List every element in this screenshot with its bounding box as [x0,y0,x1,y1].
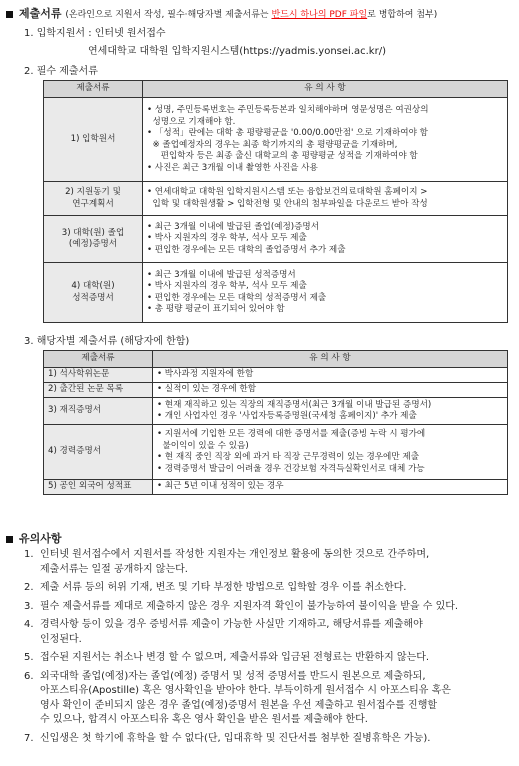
notes-cell [143,216,508,263]
doc-name-cell: 1) 석사학위논문 [44,368,153,383]
doc-name-cell: 4) 경력증명서 [44,425,153,480]
bullet-text: • 실적이 있는 경우에 한함 [157,384,257,395]
note-number: 7. [24,732,34,744]
bullet-text: • 성명, 주민등록번호는 주민등록등본과 일치해야하며 영문성명은 여권상의 [147,105,429,115]
bullet-text: • 박사 지원자의 경우 학부, 석사 모두 제출 [147,281,307,291]
table-header: 제출서류 [44,351,153,368]
notes-cell [143,182,508,216]
bullet-text: • 편입한 경우에는 모든 대학의 성적증명서 제출 [147,292,327,303]
bullet-text: • 총 평량 평균이 표기되어 있어야 함 [147,304,285,314]
item-application-form: 1. 입학지원서 : 인터넷 원서접수 [24,28,166,39]
bullet-text: • 사진은 최근 3개월 이내 촬영한 사진을 사용 [147,162,318,173]
bullet-text: • 개인 사업자인 경우 '사업자등록증명원(국세청 홈페이지)' 추가 제출 [157,411,417,421]
note-text: 영사 확인이 준비되지 않은 경우 졸업(예정)증명서 원본을 우선 제출하고 원서접수를 진행할 [40,699,438,711]
note-number: 1. [24,549,34,560]
bullet-text: • 편입한 경우에는 모든 대학의 졸업증명서 추가 제출 [147,244,346,255]
section-title-notes: 유의사항 [6,530,62,546]
table-row [44,98,508,182]
note-text: 제출서류는 일절 공개하지 않는다. [40,563,188,575]
bullet-text: 입학 및 대학원생활 > 입학전형 및 안내의 첨부파일을 다운로드 받아 작성 [147,198,428,209]
bullet-text: 편입학자 등은 최종 출신 대학교의 총 평량평균 성적을 기재하여야 함 [147,151,418,161]
note-item [24,600,458,615]
section-subtitle: (온라인으로 지원서 작성, 필수·해당자별 제출서류는 반드시 하나의 PDF 파일로 병합하여 첨부) [65,10,438,20]
notes-list [24,548,458,750]
table-row [44,480,508,495]
notes-cell [153,398,508,425]
notes-cell [143,98,508,182]
note-number: 4. [24,619,34,630]
note-number: 3. [24,600,34,612]
section-title-text: 제출서류 [19,7,62,20]
bullet-text: • 경력증명서 발급이 어려울 경우 건강보험 자격득실확인서로 대체 가능 [157,463,425,474]
bullet-text: 성명으로 기재해야 함. [147,116,236,127]
table-row [44,263,508,323]
conditional-docs-table [43,350,508,495]
item-required-docs: 2. 필수 제출서류 [24,66,98,77]
notes-cell [143,263,508,323]
item-conditional-docs: 3. 해당자별 제출서류 (해당자에 한함) [24,336,190,347]
section-title-documents [6,5,437,21]
table-header: 유 의 사 항 [153,351,508,368]
notes-cell [153,383,508,398]
doc-name-cell: 1) 입학원서 [44,98,143,182]
bullet-text: ※ 졸업예정자의 경우는 최종 학기까지의 총 평량평균을 기재하며, [147,139,398,150]
application-system-link[interactable]: 연세대학교 대학원 입학지원시스템(https://yadmis.yonsei.ac.kr/) [88,46,386,57]
note-number: 6. [24,670,34,682]
bullet-text: • 현 재직 중인 직장 외에 과거 타 직장 근무경력이 있는 경우에만 제출 [157,452,419,462]
note-item [24,670,458,728]
table-row [44,425,508,480]
doc-name-cell: 2) 출간된 논문 목록 [44,383,153,398]
table-row [44,216,508,263]
bullet-text: • 박사과정 지원자에 한함 [157,369,254,380]
note-text: 외국대학 졸업(예정)자는 졸업(예정) 증명서 및 성적 증명서를 반드시 원본으로 제출하되, [40,670,426,682]
note-text: 신입생은 첫 학기에 휴학을 할 수 없다(단, 입대휴학 및 진단서를 첨부한 질병휴학은 가능). [40,732,431,744]
table-row [44,182,508,216]
doc-name-cell: 2) 지원동기 및 연구계획서 [44,182,143,216]
notes-cell [153,425,508,480]
note-number: 2. [24,582,34,593]
bullet-text: • 지원서에 기입한 모든 경력에 대한 증명서를 제출(증빙 누락 시 평가에 [157,429,426,439]
table-row [44,383,508,398]
bullet-text: • 최근 3개월 이내에 발급된 성적증명서 [147,269,296,280]
doc-name-cell: 3) 재직증명서 [44,398,153,425]
note-item [24,651,458,666]
note-text: 수 있으나, 합격시 아포스티유 혹은 영사 확인을 받은 원서를 제출해야 한다. [40,714,368,725]
doc-name-cell: 5) 공인 외국어 성적표 [44,480,153,495]
note-item [24,618,458,647]
note-text: 아포스티유(Apostille) 혹은 영사확인을 받아야 한다. 부득이하게 원서접수 시 아포스티유 혹은 [40,685,451,696]
doc-name-cell: 4) 대학(원) 성적증명서 [44,263,143,323]
note-text: 필수 제출서류를 제대로 제출하지 않은 경우 지원자격 확인이 불가능하여 불이익을 받을 수 있다. [40,600,459,612]
table-row [44,368,508,383]
bullet-text: • 박사 지원자의 경우 학부, 석사 모두 제출 [147,233,307,244]
note-item [24,581,458,596]
bullet-text: • 현재 재직하고 있는 직장의 재직증명서(최근 3개월 이내 발급된 증명서) [157,399,432,410]
bullet-text: • 최근 5년 이내 성적이 있는 경우 [157,481,284,492]
highlight-pdf-note: 반드시 하나의 PDF 파일 [271,10,368,20]
bullet-text: • 최근 3개월 이내에 발급된 졸업(예정)증명서 [147,221,320,232]
table-header: 제출서류 [44,81,143,98]
table-header: 유 의 사 항 [143,81,508,98]
note-item [24,732,458,747]
bullet-text: 불이익이 있을 수 있음) [157,440,249,451]
table-row [44,398,508,425]
note-item [24,548,458,577]
bullet-text: • 연세대학교 대학원 입학지원시스템 또는 융합보건의료대학원 홈페이지 > [147,187,428,197]
note-text: 인정된다. [40,633,82,645]
square-bullet-icon [6,536,13,543]
bullet-text: • 「성적」란에는 대학 총 평량평균을 '0.00/0.00만점' 으로 기재하여야 함 [147,128,428,138]
note-text: 경력사항 등이 있을 경우 증빙서류 제출이 가능한 사실만 기재하고, 해당서류를 제출해야 [40,619,423,630]
notes-cell [153,480,508,495]
square-bullet-icon [6,11,13,18]
note-text: 인터넷 원서접수에서 지원서를 작성한 지원자는 개인정보 활용에 동의한 것으로 간주하며, [40,549,430,560]
note-text: 제출 서류 등의 허위 기재, 변조 및 기타 부정한 방법으로 입학할 경우 이를 취소한다. [40,582,407,593]
doc-name-cell: 3) 대학(원) 졸업 (예정)증명서 [44,216,143,263]
note-text: 접수된 지원서는 취소나 변경 할 수 없으며, 제출서류와 입금된 전형료는 반환하지 않는다. [40,652,430,663]
notes-cell [153,368,508,383]
note-number: 5. [24,652,34,663]
required-docs-table [43,80,508,323]
